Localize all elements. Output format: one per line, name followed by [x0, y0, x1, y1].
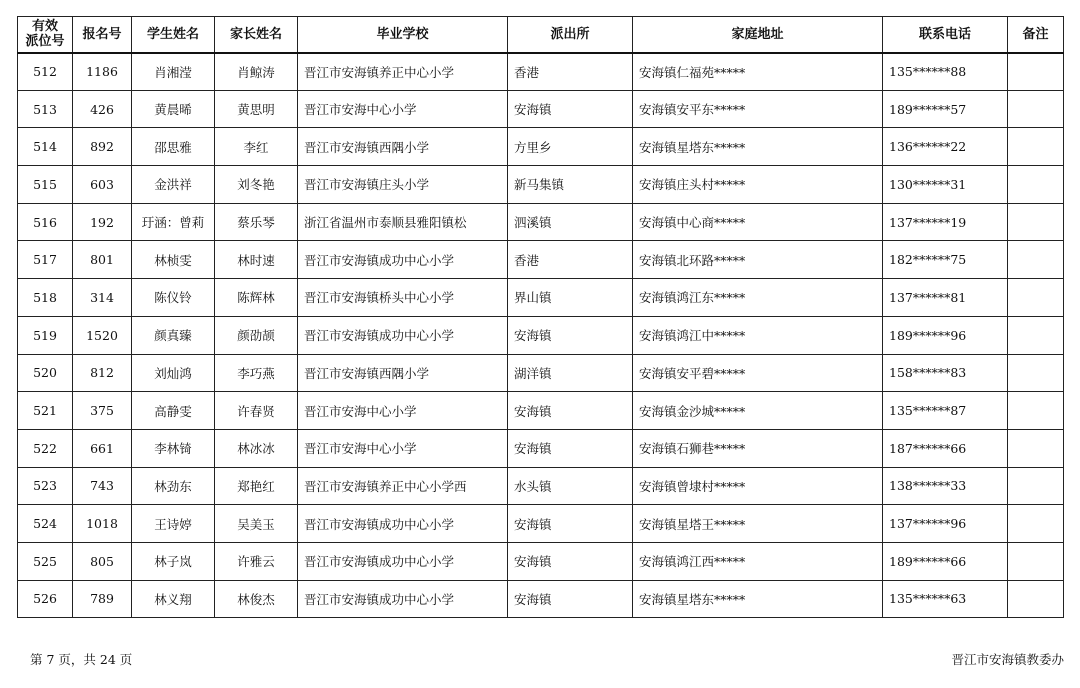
cell-note [1008, 90, 1064, 128]
cell-student-name: 李林锜 [132, 429, 215, 467]
cell-police-station: 界山镇 [508, 279, 633, 317]
cell-graduated-school: 晋江市安海镇成功中心小学 [298, 241, 508, 279]
cell-registration-number: 1520 [73, 316, 132, 354]
cell-home-address: 安海镇北环路***** [633, 241, 883, 279]
cell-police-station: 安海镇 [508, 542, 633, 580]
cell-graduated-school: 晋江市安海镇成功中心小学 [298, 542, 508, 580]
allocation-table [17, 16, 1064, 618]
cell-phone: 137******96 [883, 505, 1008, 543]
cell-parent-name: 许春贤 [215, 392, 298, 430]
cell-home-address: 安海镇中心商***** [633, 203, 883, 241]
cell-home-address: 安海镇金沙城***** [633, 392, 883, 430]
cell-graduated-school: 晋江市安海镇庄头小学 [298, 166, 508, 204]
cell-police-station: 香港 [508, 241, 633, 279]
cell-seat-number: 519 [18, 316, 73, 354]
table-row [18, 53, 1064, 91]
cell-police-station: 香港 [508, 53, 633, 91]
cell-note [1008, 467, 1064, 505]
cell-registration-number: 661 [73, 429, 132, 467]
cell-parent-name: 李红 [215, 128, 298, 166]
header-registration-number: 报名号 [73, 17, 132, 53]
cell-graduated-school: 晋江市安海镇养正中心小学 [298, 53, 508, 91]
cell-note [1008, 128, 1064, 166]
cell-police-station: 安海镇 [508, 429, 633, 467]
cell-graduated-school: 晋江市安海镇养正中心小学西 [298, 467, 508, 505]
cell-seat-number: 514 [18, 128, 73, 166]
cell-home-address: 安海镇鸿江东***** [633, 279, 883, 317]
cell-home-address: 安海镇星塔王***** [633, 505, 883, 543]
cell-note [1008, 392, 1064, 430]
cell-note [1008, 53, 1064, 91]
cell-registration-number: 805 [73, 542, 132, 580]
cell-police-station: 安海镇 [508, 90, 633, 128]
cell-parent-name: 肖鲸涛 [215, 53, 298, 91]
table-body [18, 53, 1064, 618]
cell-police-station: 安海镇 [508, 505, 633, 543]
cell-student-name: 邵思雅 [132, 128, 215, 166]
cell-seat-number: 520 [18, 354, 73, 392]
cell-phone: 137******19 [883, 203, 1008, 241]
table-row [18, 128, 1064, 166]
cell-registration-number: 375 [73, 392, 132, 430]
cell-registration-number: 426 [73, 90, 132, 128]
cell-parent-name: 吴美玉 [215, 505, 298, 543]
cell-parent-name: 颜劭颉 [215, 316, 298, 354]
cell-phone: 189******66 [883, 542, 1008, 580]
header-note: 备注 [1008, 17, 1064, 53]
cell-phone: 136******22 [883, 128, 1008, 166]
cell-graduated-school: 晋江市安海镇桥头中心小学 [298, 279, 508, 317]
roster-sheet [17, 16, 1063, 618]
cell-home-address: 安海镇安平东***** [633, 90, 883, 128]
cell-phone: 135******88 [883, 53, 1008, 91]
cell-registration-number: 789 [73, 580, 132, 618]
cell-home-address: 安海镇石狮巷***** [633, 429, 883, 467]
cell-parent-name: 许雅云 [215, 542, 298, 580]
header-seat-line1: 有效 [31, 19, 58, 35]
cell-parent-name: 林时速 [215, 241, 298, 279]
page-number: 第 7 页，共 24 页 [30, 652, 133, 667]
cell-registration-number: 743 [73, 467, 132, 505]
cell-graduated-school: 晋江市安海中心小学 [298, 90, 508, 128]
cell-registration-number: 1186 [73, 53, 132, 91]
cell-home-address: 安海镇安平碧***** [633, 354, 883, 392]
cell-police-station: 泗溪镇 [508, 203, 633, 241]
cell-registration-number: 812 [73, 354, 132, 392]
cell-seat-number: 513 [18, 90, 73, 128]
cell-police-station: 安海镇 [508, 392, 633, 430]
cell-note [1008, 505, 1064, 543]
cell-student-name: 林桢雯 [132, 241, 215, 279]
header-phone: 联系电话 [883, 17, 1008, 53]
cell-student-name: 玗涵：曾莉 [132, 203, 215, 241]
cell-graduated-school: 晋江市安海中心小学 [298, 429, 508, 467]
cell-registration-number: 1018 [73, 505, 132, 543]
cell-police-station: 安海镇 [508, 580, 633, 618]
cell-note [1008, 241, 1064, 279]
cell-phone: 137******81 [883, 279, 1008, 317]
table-row [18, 392, 1064, 430]
cell-phone: 189******96 [883, 316, 1008, 354]
table-row [18, 279, 1064, 317]
cell-parent-name: 李巧燕 [215, 354, 298, 392]
cell-note [1008, 203, 1064, 241]
cell-registration-number: 314 [73, 279, 132, 317]
cell-note [1008, 580, 1064, 618]
cell-home-address: 安海镇仁福苑***** [633, 53, 883, 91]
cell-parent-name: 林俊杰 [215, 580, 298, 618]
cell-note [1008, 354, 1064, 392]
cell-seat-number: 516 [18, 203, 73, 241]
cell-student-name: 颜真臻 [132, 316, 215, 354]
cell-seat-number: 525 [18, 542, 73, 580]
cell-student-name: 黄晨晞 [132, 90, 215, 128]
cell-student-name: 陈仪铃 [132, 279, 215, 317]
table-row [18, 316, 1064, 354]
cell-registration-number: 892 [73, 128, 132, 166]
cell-student-name: 林劲东 [132, 467, 215, 505]
cell-police-station: 水头镇 [508, 467, 633, 505]
cell-phone: 189******57 [883, 90, 1008, 128]
cell-home-address: 安海镇星塔东***** [633, 128, 883, 166]
cell-seat-number: 518 [18, 279, 73, 317]
header-seat-line2: 派位号 [25, 34, 65, 50]
header-seat-number [18, 17, 73, 53]
cell-graduated-school: 浙江省温州市泰顺县雅阳镇松 [298, 203, 508, 241]
cell-graduated-school: 晋江市安海镇成功中心小学 [298, 580, 508, 618]
cell-home-address: 安海镇曾埭村***** [633, 467, 883, 505]
cell-student-name: 金洪祥 [132, 166, 215, 204]
cell-parent-name: 林冰冰 [215, 429, 298, 467]
table-row [18, 542, 1064, 580]
issuing-office: 晋江市安海镇教委办 [951, 652, 1064, 667]
cell-note [1008, 542, 1064, 580]
cell-police-station: 新马集镇 [508, 166, 633, 204]
table-row [18, 241, 1064, 279]
cell-note [1008, 166, 1064, 204]
cell-seat-number: 512 [18, 53, 73, 91]
header-student-name: 学生姓名 [132, 17, 215, 53]
table-row [18, 203, 1064, 241]
cell-parent-name: 刘冬艳 [215, 166, 298, 204]
cell-student-name: 刘灿鸿 [132, 354, 215, 392]
cell-seat-number: 517 [18, 241, 73, 279]
cell-home-address: 安海镇鸿江西***** [633, 542, 883, 580]
cell-seat-number: 526 [18, 580, 73, 618]
cell-parent-name: 黄思明 [215, 90, 298, 128]
cell-phone: 135******87 [883, 392, 1008, 430]
cell-graduated-school: 晋江市安海镇成功中心小学 [298, 316, 508, 354]
cell-police-station: 湖洋镇 [508, 354, 633, 392]
cell-home-address: 安海镇庄头村***** [633, 166, 883, 204]
cell-parent-name: 郑艳红 [215, 467, 298, 505]
table-row [18, 467, 1064, 505]
cell-graduated-school: 晋江市安海镇西隅小学 [298, 128, 508, 166]
cell-student-name: 林义翔 [132, 580, 215, 618]
cell-home-address: 安海镇鸿江中***** [633, 316, 883, 354]
cell-student-name: 林子岚 [132, 542, 215, 580]
cell-graduated-school: 晋江市安海镇成功中心小学 [298, 505, 508, 543]
table-row [18, 429, 1064, 467]
cell-student-name: 肖湘滢 [132, 53, 215, 91]
header-police-station: 派出所 [508, 17, 633, 53]
cell-phone: 138******33 [883, 467, 1008, 505]
header-parent-name: 家长姓名 [215, 17, 298, 53]
table-row [18, 505, 1064, 543]
cell-phone: 182******75 [883, 241, 1008, 279]
cell-seat-number: 515 [18, 166, 73, 204]
cell-seat-number: 521 [18, 392, 73, 430]
cell-phone: 187******66 [883, 429, 1008, 467]
cell-parent-name: 陈辉林 [215, 279, 298, 317]
cell-seat-number: 522 [18, 429, 73, 467]
cell-registration-number: 192 [73, 203, 132, 241]
cell-note [1008, 429, 1064, 467]
cell-home-address: 安海镇星塔东***** [633, 580, 883, 618]
cell-registration-number: 801 [73, 241, 132, 279]
cell-seat-number: 523 [18, 467, 73, 505]
cell-phone: 158******83 [883, 354, 1008, 392]
table-row [18, 580, 1064, 618]
cell-registration-number: 603 [73, 166, 132, 204]
cell-student-name: 王诗婷 [132, 505, 215, 543]
cell-seat-number: 524 [18, 505, 73, 543]
cell-police-station: 方里乡 [508, 128, 633, 166]
table-row [18, 90, 1064, 128]
header-home-address: 家庭地址 [633, 17, 883, 53]
cell-phone: 130******31 [883, 166, 1008, 204]
table-row [18, 354, 1064, 392]
cell-note [1008, 316, 1064, 354]
cell-graduated-school: 晋江市安海中心小学 [298, 392, 508, 430]
cell-note [1008, 279, 1064, 317]
cell-graduated-school: 晋江市安海镇西隅小学 [298, 354, 508, 392]
cell-phone: 135******63 [883, 580, 1008, 618]
header-graduated-school: 毕业学校 [298, 17, 508, 53]
table-row [18, 166, 1064, 204]
cell-student-name: 高静雯 [132, 392, 215, 430]
cell-police-station: 安海镇 [508, 316, 633, 354]
cell-parent-name: 蔡乐琴 [215, 203, 298, 241]
table-header [18, 17, 1064, 53]
